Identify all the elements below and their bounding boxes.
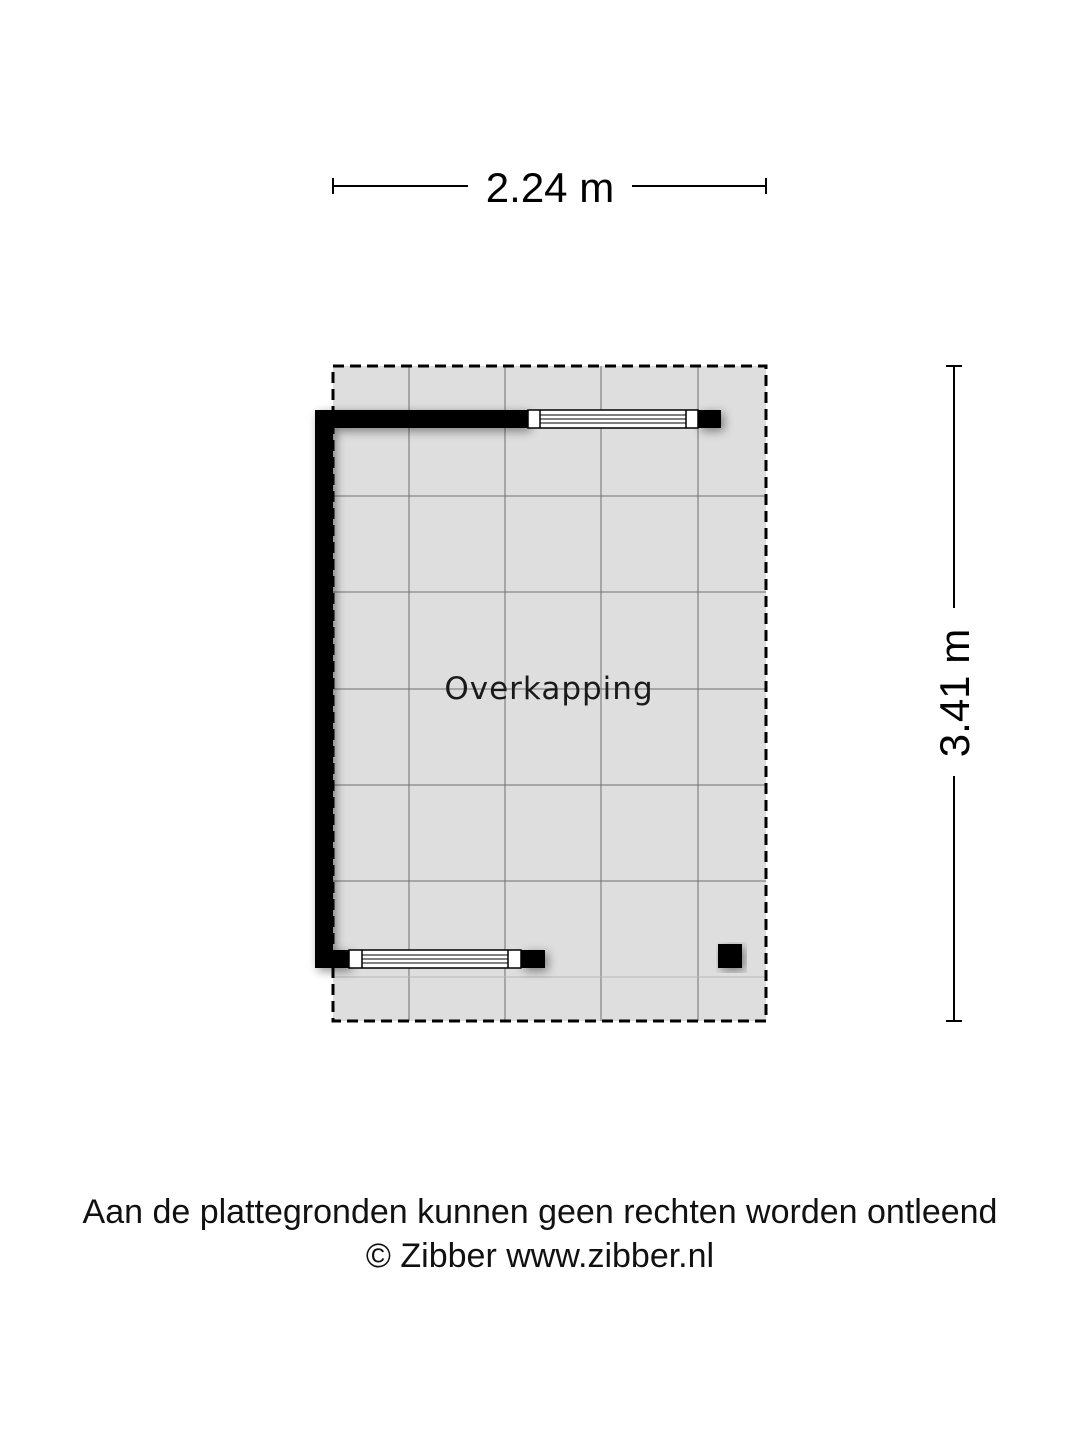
- width-dimension: [333, 164, 766, 211]
- disclaimer-text: Aan de plattegronden kunnen geen rechten worden ontleend: [82, 1193, 998, 1231]
- width-label: 2.24 m: [485, 164, 615, 211]
- wall-left: [315, 410, 333, 968]
- room-label: Overkapping: [444, 671, 654, 707]
- wall-top: [315, 410, 528, 428]
- support-column: [718, 944, 742, 968]
- wall-top-stub: [698, 410, 721, 428]
- window-bottom: [349, 950, 521, 968]
- height-dimension: [931, 366, 978, 1021]
- wall-bottom-stub: [521, 950, 545, 968]
- window-top: [528, 410, 698, 428]
- copyright-text: © Zibber www.zibber.nl: [365, 1237, 715, 1275]
- height-label: 3.41 m: [931, 628, 978, 758]
- wall-bottom-left: [315, 950, 349, 968]
